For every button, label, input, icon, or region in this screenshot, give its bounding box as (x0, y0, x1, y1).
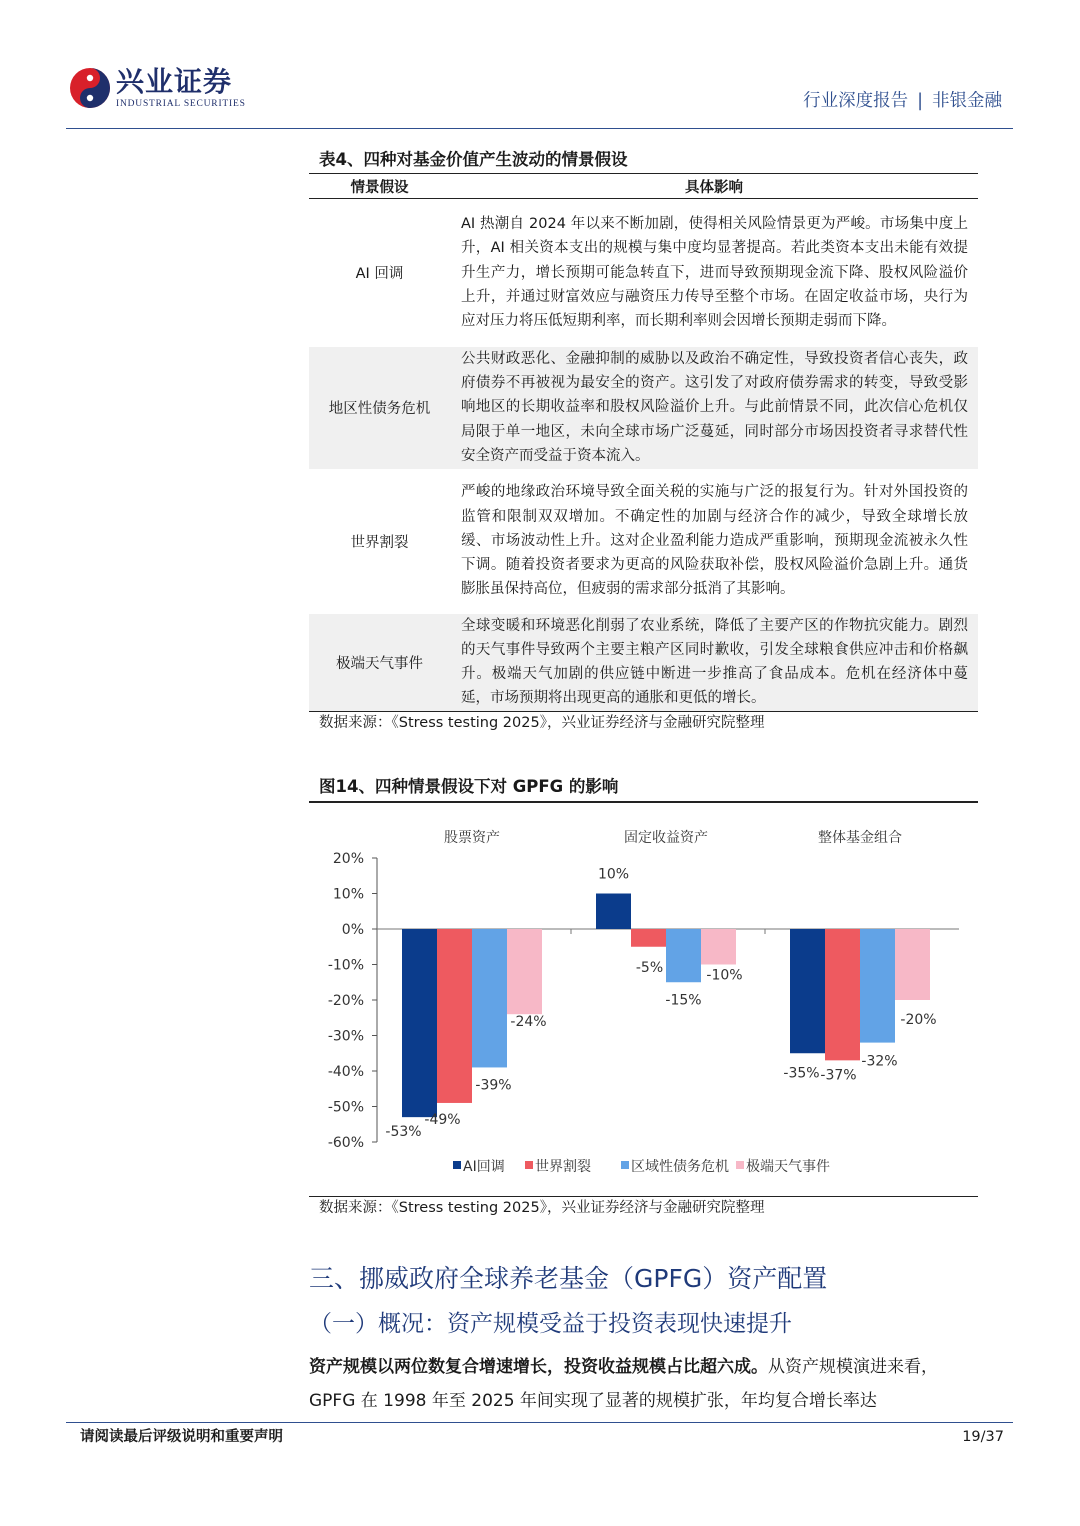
table-source: 数据来源：《Stress testing 2025》，兴业证券经济与金融研究院整理 (319, 715, 765, 731)
data-label: -24% (510, 1014, 547, 1031)
scenario-name: 世界割裂 (350, 534, 409, 551)
bar (596, 894, 631, 930)
y-tick-label: 10% (332, 886, 364, 903)
legend-swatch (621, 1161, 629, 1169)
legend-label: 区域性债务危机 (631, 1159, 729, 1175)
bar (437, 929, 472, 1103)
table-row (309, 199, 978, 347)
bar (825, 929, 860, 1060)
table-title: 表4、四种对基金价值产生波动的情景假设 (319, 150, 628, 169)
body-paragraph (309, 1350, 981, 1418)
footer-divider (66, 1422, 1013, 1423)
data-label: -49% (424, 1111, 461, 1128)
data-label: -20% (900, 1012, 937, 1028)
data-label: -15% (665, 992, 702, 1009)
scenario-impact: 公共财政恶化、金融抑制的威胁以及政治不确定性，导致投资者信心丧失，政府债券不再被视为最安全的资产。这引发了对政府债券需求的转变，导致受影响地区的长期收益率和股权风险溢价上升。与此前情景不同，此次信心危机仅局限于单一地区，未向全球市场广泛蔓延，同时部分市场因投资者寻求替代性安全资产而受益于资本流入。 (450, 347, 978, 469)
paragraph-lead: 资产规模以两位数复合增速增长，投资收益规模占比超六成。 (309, 1357, 768, 1377)
bar (701, 929, 736, 965)
y-tick-label: -50% (327, 1099, 364, 1116)
report-sector: 非银金融 (932, 91, 1002, 111)
report-type: 行业深度报告 (803, 91, 909, 111)
legend-swatch (453, 1161, 461, 1169)
table-row (309, 469, 978, 614)
legend-swatch (736, 1161, 744, 1169)
scenario-name: 地区性债务危机 (309, 347, 450, 469)
y-tick-label: -20% (327, 993, 364, 1009)
data-label: -10% (706, 967, 743, 984)
header-separator: | (917, 91, 923, 111)
table-header-scenario: 情景假设 (309, 174, 450, 199)
report-category (803, 90, 1002, 112)
legend-swatch (525, 1161, 533, 1169)
data-label: -53% (385, 1124, 422, 1141)
legend-label: AI回调 (463, 1159, 505, 1175)
figure-source: 数据来源：《Stress testing 2025》，兴业证券经济与金融研究院整理 (319, 1200, 765, 1216)
bar (860, 929, 895, 1043)
y-tick-label: -30% (327, 1028, 364, 1045)
header-divider (66, 128, 1013, 129)
data-label: -35% (783, 1065, 820, 1082)
data-label: -39% (475, 1077, 512, 1094)
bar (790, 929, 825, 1053)
scenario-impact: AI 热潮自 2024 年以来不断加剧，使得相关风险情景更为严峻。市场集中度上升，AI 相关资本支出的规模与集中度均显著提高。若此类资本支出未能有效提升生产力，增长预期可能急转直下，进而导致预期现金流下降、股权风险溢价上升，并通过财富效应与融资压力传导至整个市场。在固定收益市场，央行为应对压力将压低短期利率，而长期利率则会因增长预期走弱而下降。 (461, 216, 968, 330)
y-tick-label: -10% (327, 957, 364, 974)
y-tick-label: -60% (327, 1135, 364, 1151)
y-tick-label: 20% (332, 851, 364, 867)
category-label: 固定收益资产 (624, 830, 708, 846)
data-label: 10% (597, 866, 630, 883)
scenario-impact: 全球变暖和环境恶化削弱了农业系统，降低了主要产区的作物抗灾能力。剧烈的天气事件导致两个主要主粮产区同时歉收，引发全球粮食供应冲击和价格飙升。极端天气加剧的供应链中断进一步推高了食品成本。危机在经济体中蔓延，市场预期将出现更高的通胀和更低的增长。 (450, 614, 978, 712)
scenario-name: 极端天气事件 (309, 614, 450, 712)
category-label: 整体基金组合 (818, 830, 902, 846)
scenario-bar-chart (309, 803, 978, 1195)
table-header-impact: 具体影响 (450, 174, 978, 199)
legend-label: 极端天气事件 (746, 1159, 830, 1175)
y-tick-label: -40% (327, 1064, 364, 1080)
company-logo-icon (68, 66, 112, 110)
section-subheading: （一）概况：资产规模受益于投资表现快速提升 (309, 1311, 792, 1337)
bar (472, 929, 507, 1067)
bar (507, 929, 542, 1014)
footer-disclaimer: 请阅读最后评级说明和重要声明 (80, 1429, 283, 1445)
data-label: -37% (820, 1067, 857, 1084)
company-name-en: INDUSTRIAL SECURITIES (116, 99, 246, 109)
scenario-name: AI 回调 (355, 266, 404, 283)
paragraph-text: 从资产规模演进来看，GPFG 在 1998 年至 2025 年间实现了显著的规模扩张，年均复合增长率达 (309, 1357, 938, 1411)
data-label: -5% (635, 959, 664, 976)
section-heading: 三、挪威政府全球养老基金（GPFG）资产配置 (309, 1264, 828, 1293)
company-name-cn: 兴业证券 (116, 65, 233, 98)
table-row (309, 347, 978, 469)
scenario-table (309, 173, 978, 712)
y-tick-label: 0% (341, 922, 364, 938)
table-row (309, 614, 978, 712)
legend-label: 世界割裂 (535, 1159, 591, 1175)
bar (402, 929, 437, 1117)
page-number: 19/37 (962, 1429, 1004, 1445)
bar (895, 929, 930, 1000)
bar (666, 929, 701, 982)
scenario-impact: 严峻的地缘政治环境导致全面关税的实施与广泛的报复行为。针对外国投资的监管和限制双双增加。不确定性的加剧与经济合作的减少，导致全球增长放缓、市场波动性上升。这对企业盈利能力造成严重影响，预期现金流被永久性下调。随着投资者要求为更高的风险获取补偿，股权风险溢价急剧上升。通货膨胀虽保持高位，但疲弱的需求部分抵消了其影响。 (461, 484, 968, 598)
data-label: -32% (861, 1053, 898, 1070)
figure-title: 图14、四种情景假设下对 GPFG 的影响 (319, 777, 619, 796)
bar (631, 929, 666, 947)
category-label: 股票资产 (444, 830, 500, 846)
